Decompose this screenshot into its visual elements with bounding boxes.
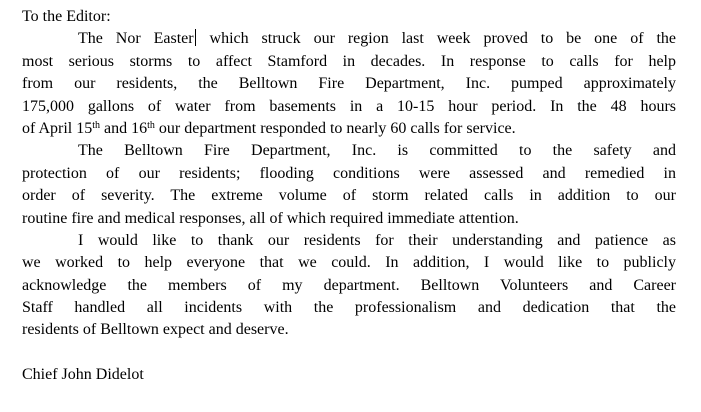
paragraph-3-line-2: we worked to help everyone that we could. In addition, I would like to publicly	[22, 254, 676, 272]
paragraph-1-line-1-end: which struck our region last week proved to be one of the	[196, 30, 677, 48]
paragraph-1-line-5	[22, 118, 676, 140]
paragraph-1-line-2: most serious storms to affect Stamford in decades. In response to calls for help	[22, 52, 676, 70]
blank-line	[22, 342, 676, 364]
paragraph-3-line-1: I would like to thank our residents for their understanding and patience as	[78, 231, 676, 249]
text-cursor	[195, 29, 196, 46]
ordinal-suffix-1: th	[92, 119, 100, 131]
ordinal-suffix-2: th	[147, 119, 155, 131]
signature: Chief John Didelot	[22, 366, 144, 384]
paragraph-3-line-5: residents of Belltown expect and deserve.	[22, 321, 289, 339]
paragraph-1-line-5-part-a: of April 15	[22, 119, 93, 137]
paragraph-1-line-5-part-c: our department responded to nearly 60 calls for service.	[154, 119, 516, 137]
paragraph-1-line-1	[22, 28, 676, 50]
paragraph-2-line-2: protection of our residents; flooding conditions were assessed and remedied in	[22, 164, 676, 182]
paragraph-3-line-3: acknowledge the members of my department. Belltown Volunteers and Career	[22, 276, 676, 294]
salutation: To the Editor:	[22, 8, 111, 25]
paragraph-1-line-4: 175,000 gallons of water from basements in a 10-15 hour period. In the 48 hours	[22, 97, 676, 115]
paragraph-2-line-1: The Belltown Fire Department, Inc. is committed to the safety and	[78, 142, 676, 160]
paragraph-2-line-4: routine fire and medical responses, all of which required immediate attention.	[22, 209, 519, 227]
paragraph-1-line-3: from our residents, the Belltown Fire Department, Inc. pumped approximately	[22, 75, 676, 93]
paragraph-1-line-5-part-b: and 16	[100, 119, 148, 137]
paragraph-3-line-4: Staff handled all incidents with the professionalism and dedication that the	[22, 299, 676, 317]
letter-body	[22, 6, 676, 387]
paragraph-1-line-1-start: The Nor Easter	[78, 30, 194, 48]
paragraph-2-line-3: order of severity. The extreme volume of storm related calls in addition to our	[22, 187, 676, 205]
